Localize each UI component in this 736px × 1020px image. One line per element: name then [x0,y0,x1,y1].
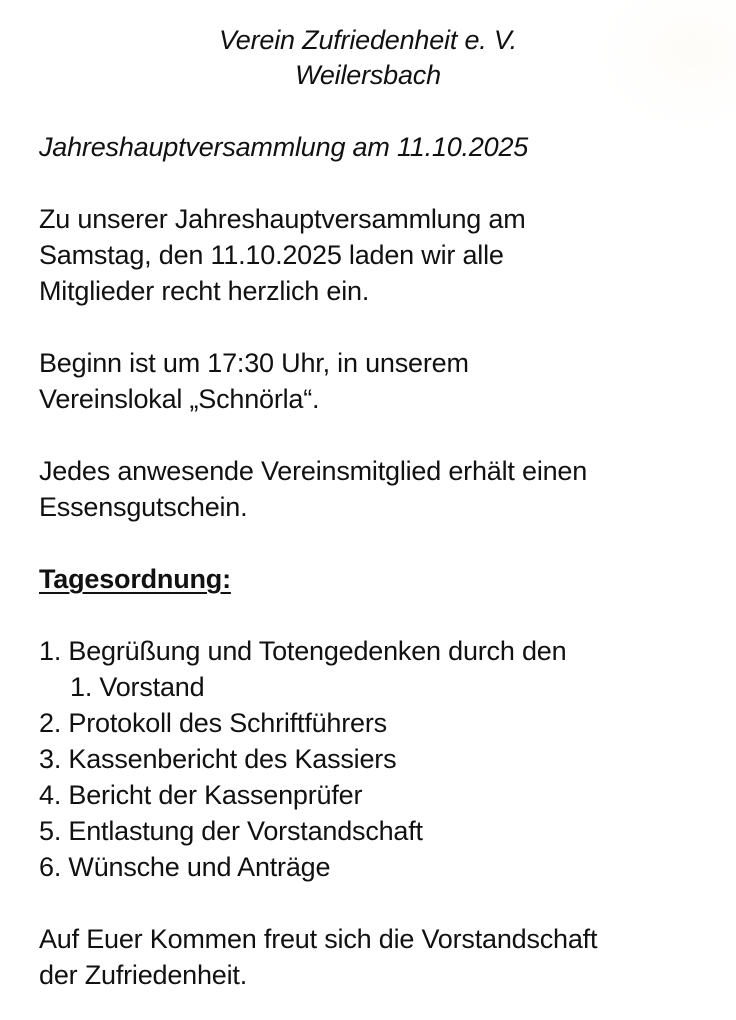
start-line-2: Vereinslokal „Schnörla“. [39,384,320,414]
invitation-line-2: Samstag, den 11.10.2025 laden wir alle [39,240,504,270]
org-name: Verein Zufriedenheit e. V. [219,25,517,55]
closing-line-1: Auf Euer Kommen freut sich die Vorstandschaft [39,924,598,954]
invitation-line-3: Mitglieder recht herzlich ein. [39,276,370,306]
closing-line-2: der Zufriedenheit. [39,960,248,990]
agenda-item: 4. Bericht der Kassenprüfer [39,780,363,810]
voucher-line-2: Essensgutschein. [39,492,248,522]
org-location: Weilersbach [295,60,441,90]
voucher-line-1: Jedes anwesende Vereinsmitglied erhält einen [39,456,588,486]
agenda-item: 1. Begrüßung und Totengedenken durch den [39,636,567,666]
start-line-1: Beginn ist um 17:30 Uhr, in unserem [39,348,469,378]
invitation-line-1: Zu unserer Jahreshauptversammlung am [39,204,526,234]
agenda-item: 6. Wünsche und Anträge [39,852,331,882]
subject-line: Jahreshauptversammlung am 11.10.2025 [39,132,529,162]
agenda-item: 1. Vorstand [70,672,205,702]
agenda-item: 2. Protokoll des Schriftführers [39,708,387,738]
agenda-item: 3. Kassenbericht des Kassiers [39,744,397,774]
agenda-heading: Tagesordnung: [39,564,231,594]
agenda-item: 5. Entlastung der Vorstandschaft [39,816,423,846]
